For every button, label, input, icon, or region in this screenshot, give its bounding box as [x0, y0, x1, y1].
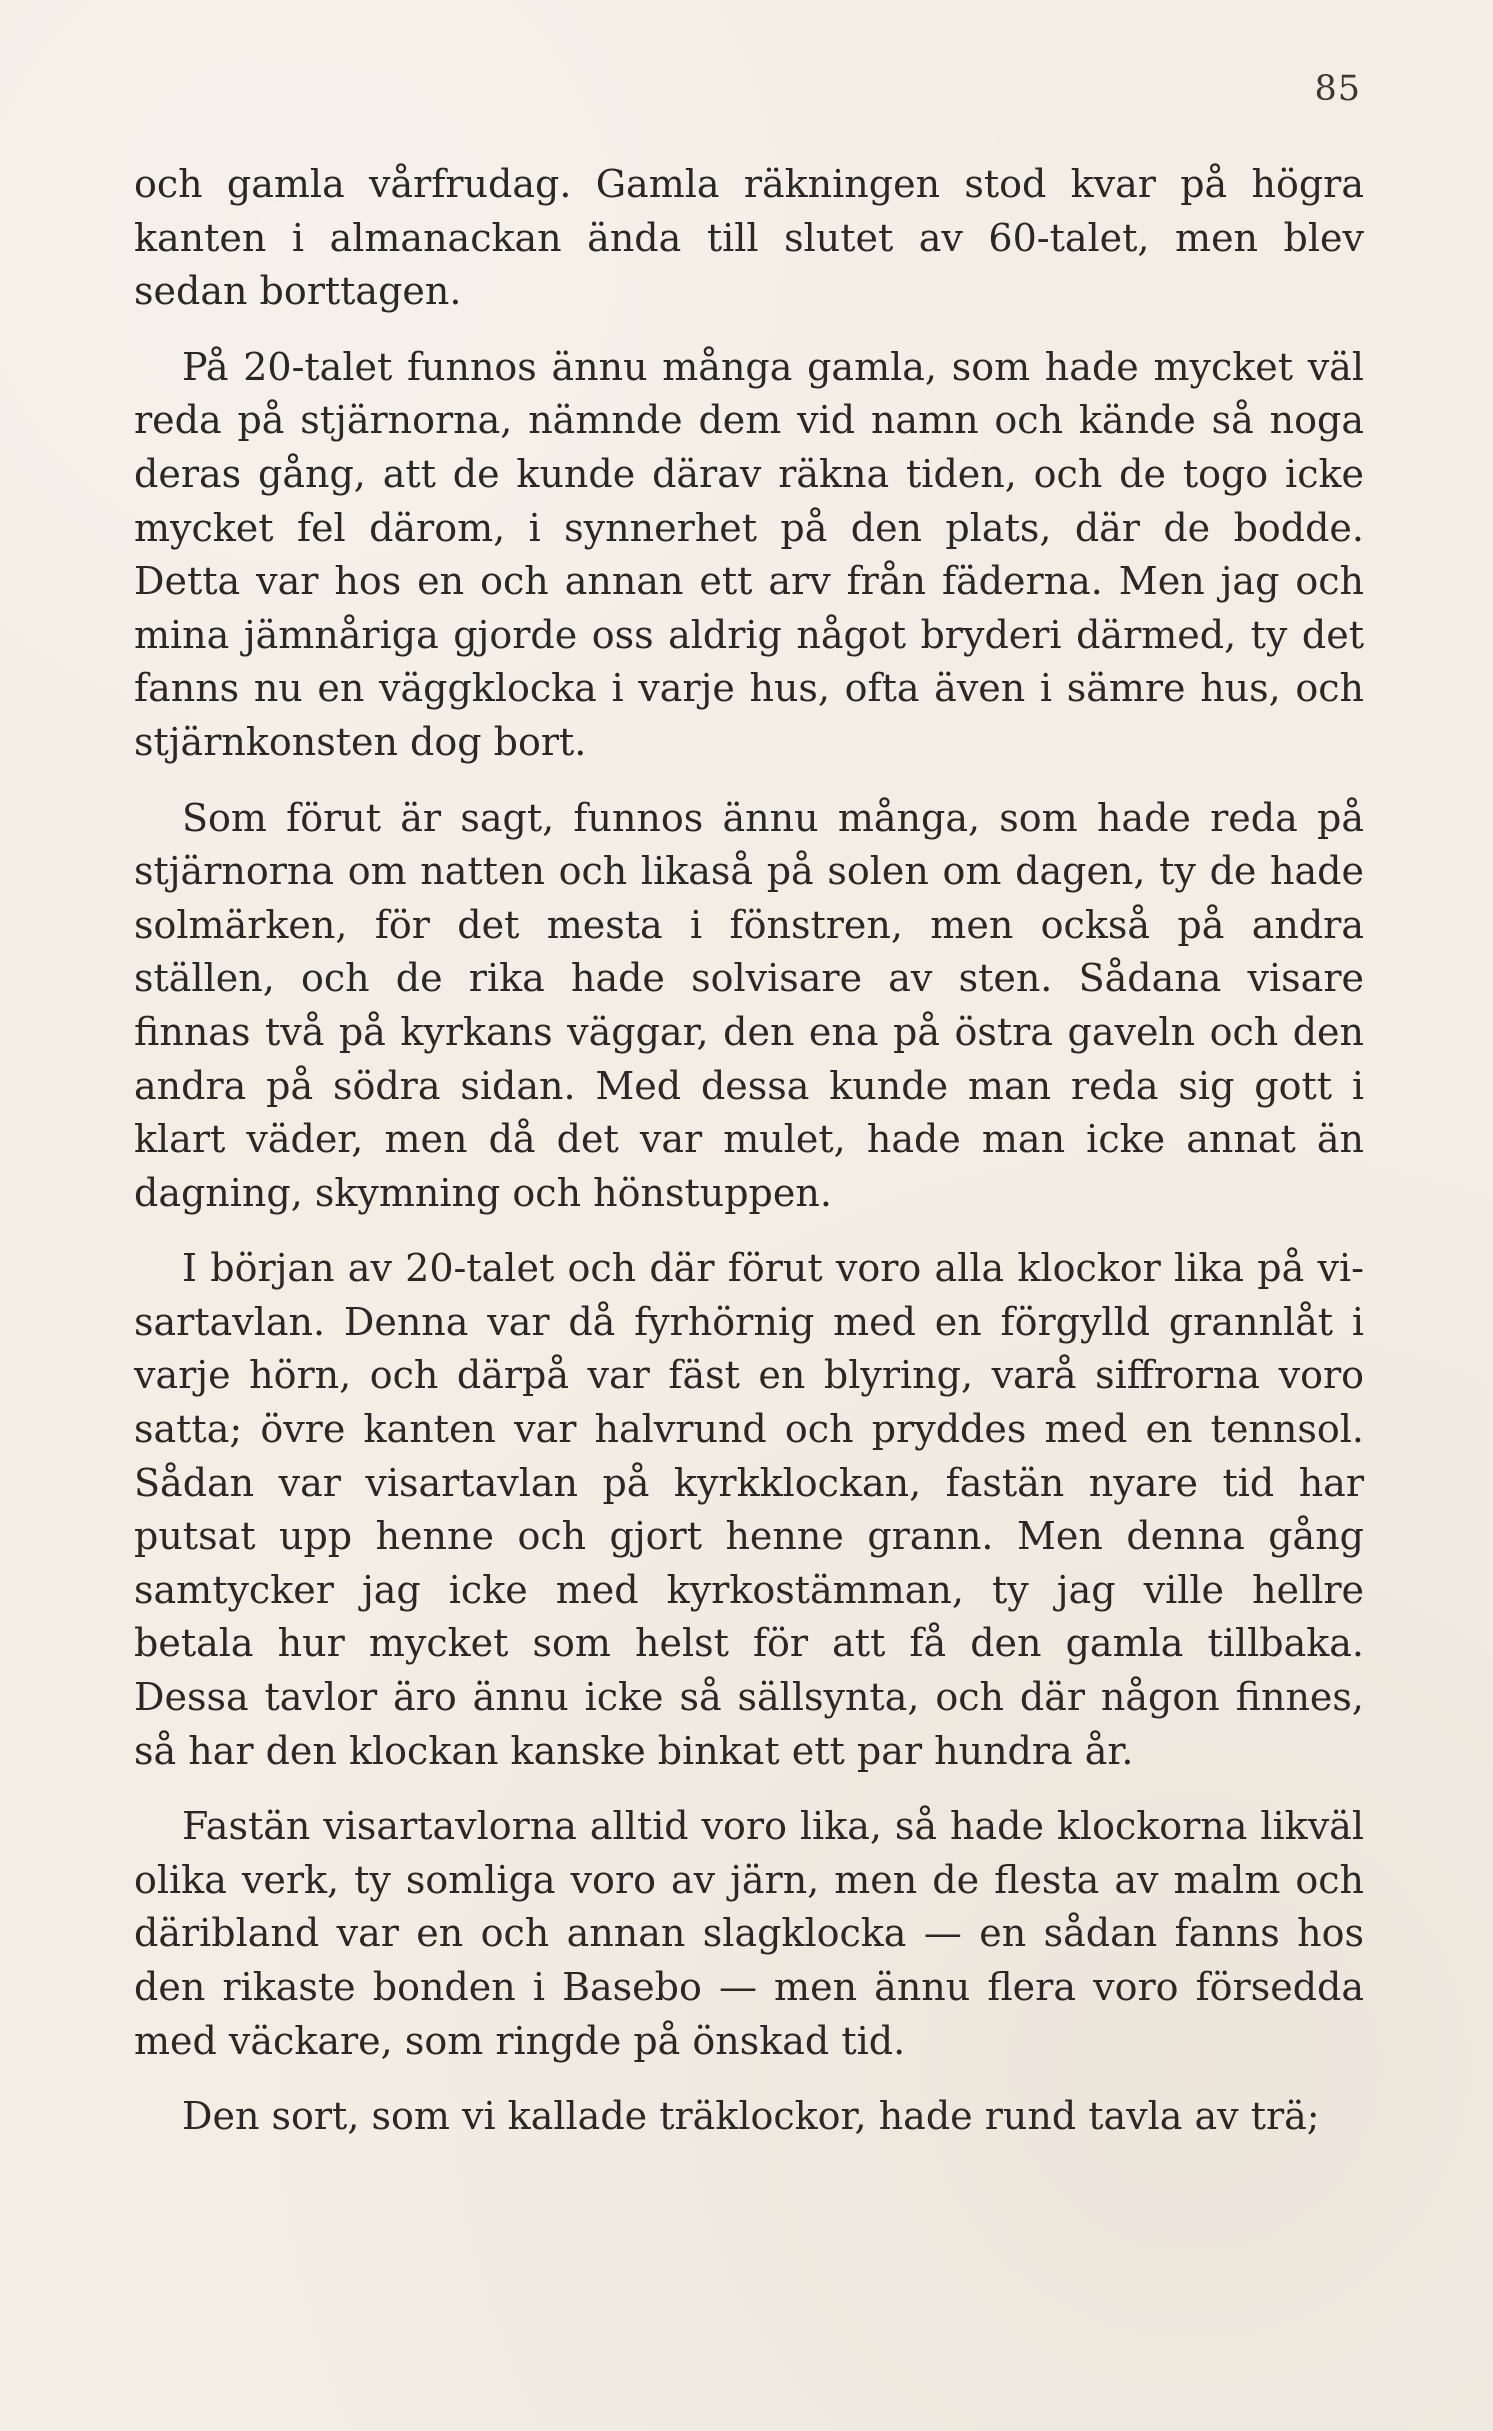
- paragraph-4: I början av 20-talet och där förut voro alla klockor lika på visartavlan. Denna var då fyrhörnig med en förgylld grannlåt i varje hörn, och därpå var fäst en blyring, varå siffrorna voro satta; övre kanten var halvrund och pryddes med en tennsol. Sådan var visartavlan på kyrkklockan, fastän nyare tid har putsat upp henne och gjort henne grann. Men denna gång samtycker jag icke med kyrkostämman, ty jag ville hellre betala hur mycket som helst för att få den gamla tillbaka. Dessa tavlor äro ännu icke så sällsynta, och där någon finnes, så har den klockan kanske binkat ett par hundra år.: [134, 1246, 1364, 1773]
- paragraph-3: Som förut är sagt, funnos ännu många, som hade reda på stjärnorna om natten och likaså på solen om dagen, ty de hade solmärken, för det mesta i fönstren, men också på andra ställen, och de rika hade solvisare av sten. Sådana visare finnas två på kyrkans väggar, den ena på östra gaveln och den andra på södra sidan. Med dessa kunde man reda sig gott i klart väder, men då det var mulet, hade man icke annat än dagning, skymning och hönstuppen.: [134, 795, 1364, 1215]
- page-number: 85: [1314, 69, 1361, 109]
- paragraph-1: och gamla vårfrudag. Gamla räkningen stod kvar på högra kanten i almanackan ända till slutet av 60-talet, men blev sedan borttagen.: [134, 162, 1364, 314]
- paragraph-2: På 20-talet funnos ännu många gamla, som hade mycket väl reda på stjärnorna, nämnde dem vid namn och kände så noga deras gång, att de kunde därav räkna tiden, och de togo icke mycket fel därom, i synnerhet på den plats, där de bodde. Detta var hos en och annan ett arv från fäderna. Men jag och mina jämnåriga gjorde oss aldrig något bryderi därmed, ty det fanns nu en väggklocka i varje hus, ofta även i sämre hus, och stjärnkonsten dog bort.: [134, 344, 1364, 764]
- body-text: [134, 158, 1364, 2144]
- paragraph-5: Fastän visartavlorna alltid voro lika, så hade klockorna likväl olika verk, ty somliga voro av järn, men de flesta av malm och däribland var en och annan slagklocka — en sådan fanns hos den rikaste bonden i Basebo — men ännu flera voro försedda med väckare, som ringde på önskad tid.: [134, 1804, 1364, 2063]
- paragraph-6: Den sort, som vi kallade träklockor, hade rund tavla av trä;: [182, 2094, 1320, 2139]
